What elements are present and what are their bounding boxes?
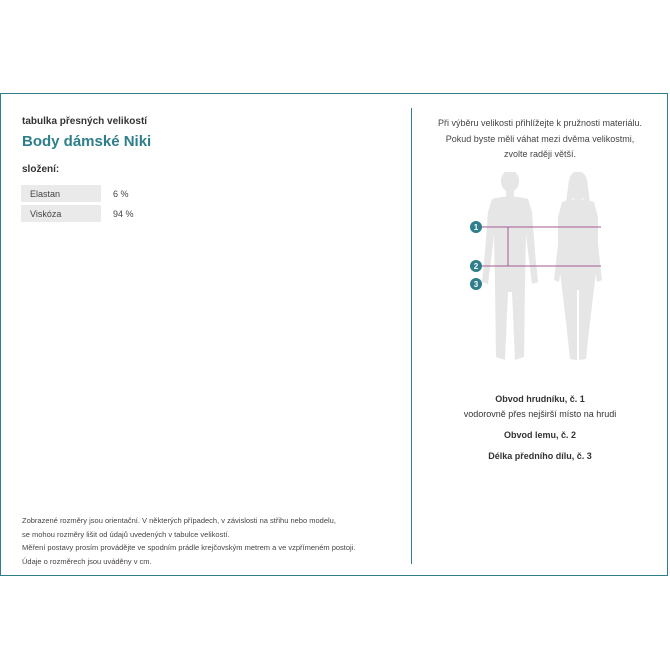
- size-tip: [412, 116, 668, 163]
- legend-chest-title: Obvod hrudníku, č. 1: [495, 394, 585, 404]
- note-line: se mohou rozměry lišit od údajů uvedených v tabulce velikostí.: [22, 529, 230, 539]
- marker-label: 2: [473, 262, 479, 271]
- tip-line: Pokud byste měli váhat mezi dvěma velikostmi,: [445, 133, 635, 144]
- legend-hem-title: Obvod lemu, č. 2: [503, 430, 577, 440]
- composition-label: složení:: [22, 164, 60, 175]
- legend-length-title: Délka předního dílu, č. 3: [488, 451, 592, 461]
- measurement-notes: [22, 514, 402, 568]
- tip-line: zvolte raději větší.: [503, 149, 577, 159]
- marker-label: 1: [473, 223, 479, 232]
- right-panel: [412, 94, 668, 574]
- note-line: Údaje o rozměrech jsou uváděny v cm.: [22, 556, 152, 566]
- product-title: Body dámské Niki: [22, 133, 152, 150]
- table-row: [21, 185, 134, 202]
- composition-table: [21, 182, 134, 225]
- table-row: [21, 205, 134, 222]
- size-chart-card: [0, 93, 668, 576]
- tip-line: Při výběru velikosti přihlížejte k pružnosti materiálu.: [437, 118, 643, 128]
- marker-label: 3: [473, 280, 479, 289]
- note-line: Měření postavy prosím provádějte ve spodním prádle krejčovským metrem a ve vzpřímeném postoji.: [22, 543, 356, 552]
- legend-chest-desc: vodorovně přes nejširší místo na hrudi: [463, 409, 617, 419]
- material-percent: 6 %: [113, 188, 129, 199]
- material-name: Elastan: [21, 185, 101, 202]
- note-line: Zobrazené rozměry jsou orientační. V některých případech, v závislosti na střihu nebo modelu,: [22, 516, 336, 525]
- marker-2-icon: [470, 260, 482, 272]
- marker-3-icon: [470, 278, 482, 290]
- body-measurement-figure: [412, 172, 668, 372]
- left-panel: [22, 116, 392, 225]
- material-percent: 94 %: [113, 208, 134, 219]
- marker-1-icon: [470, 221, 482, 233]
- chart-pretitle: tabulka přesných velikostí: [22, 116, 148, 127]
- material-name: Viskóza: [21, 205, 101, 222]
